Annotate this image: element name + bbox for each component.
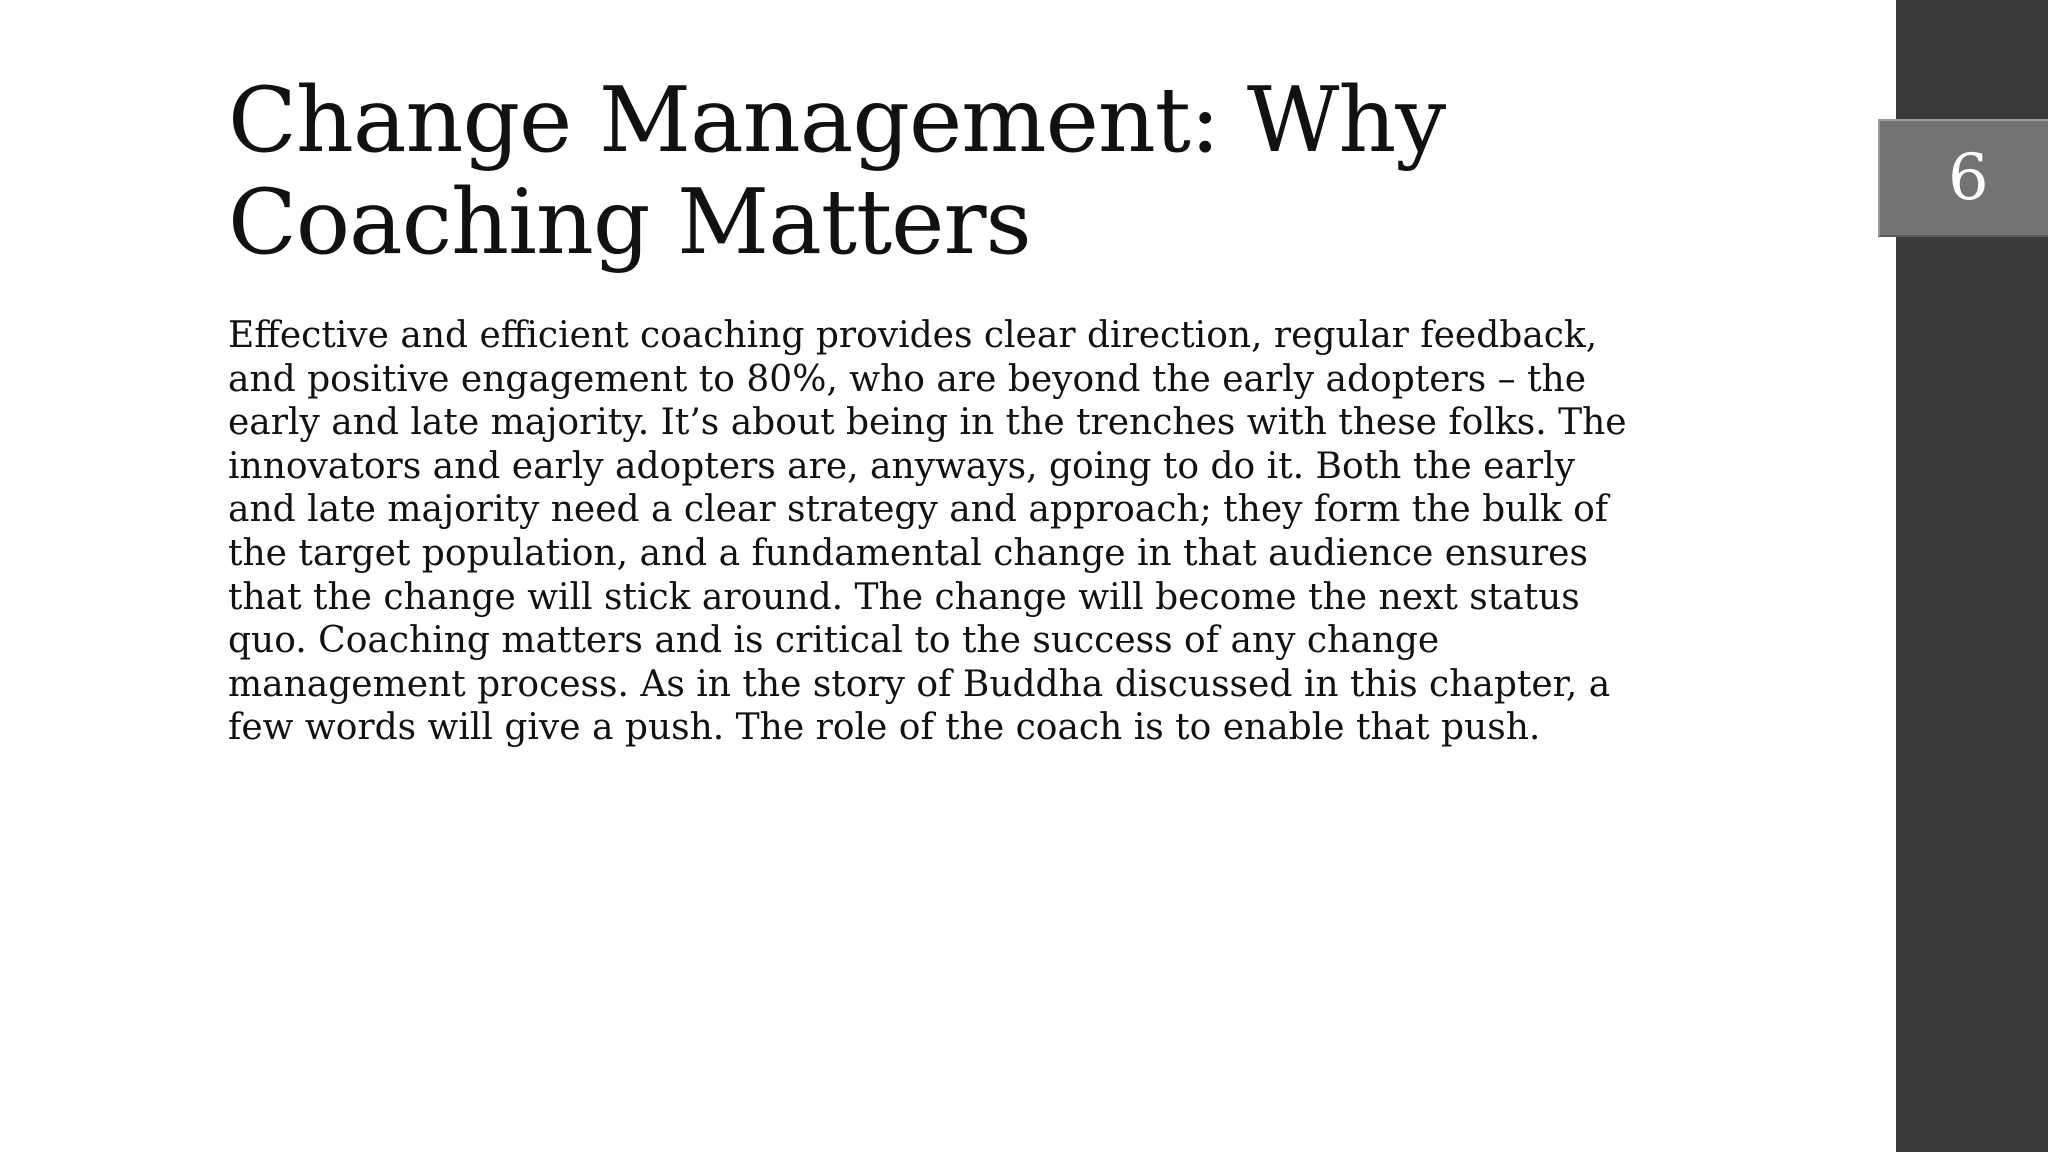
slide-body-text: Effective and efficient coaching provides clear direction, regular feedback, and positive engagement to 80%, who are beyond the early adopters – the early and late majority. It’s about being in the trenches with these folks. The innovators and early adopters are, anyways, going to do it. Both the early and late majority need a clear strategy and approach; they form the bulk of the target population, and a fundamental change in that audience ensures that the change will stick around. The change will become the next status quo. Coaching matters and is critical to the success of any change management process. As in the story of Buddha discussed in this chapter, a few words will give a push. The role of the coach is to enable that push. bbox=[228, 315, 1627, 749]
page-number-badge: 6 bbox=[1878, 119, 2048, 237]
slide-title: Change Management: Why Coaching Matters bbox=[228, 68, 1446, 275]
